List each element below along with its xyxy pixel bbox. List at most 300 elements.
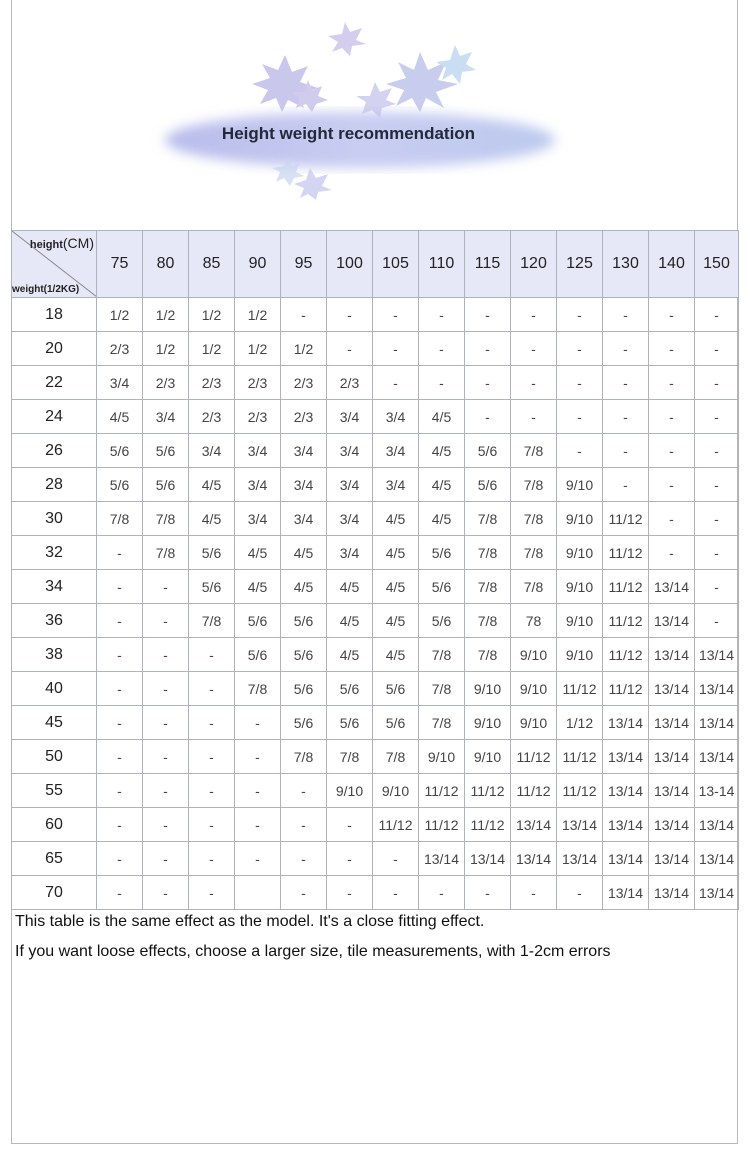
- size-cell: 11/12: [603, 638, 649, 672]
- size-cell: -: [649, 536, 695, 570]
- size-cell: 7/8: [281, 740, 327, 774]
- size-cell: 1/2: [189, 332, 235, 366]
- size-cell: 5/6: [419, 604, 465, 638]
- size-cell: 9/10: [419, 740, 465, 774]
- size-cell: 2/3: [281, 366, 327, 400]
- size-cell: -: [603, 400, 649, 434]
- size-cell: 9/10: [557, 468, 603, 502]
- size-cell: 11/12: [419, 808, 465, 842]
- size-cell: 5/6: [419, 536, 465, 570]
- size-cell: -: [143, 842, 189, 876]
- size-cell: 13/14: [695, 808, 739, 842]
- size-cell: 4/5: [327, 638, 373, 672]
- size-cell: 7/8: [511, 502, 557, 536]
- table-row: [12, 400, 739, 434]
- size-cell: -: [281, 842, 327, 876]
- weight-cell: 18: [12, 298, 97, 332]
- size-cell: 13/14: [649, 570, 695, 604]
- height-header-80: 80: [143, 231, 189, 298]
- size-cell: 11/12: [557, 672, 603, 706]
- size-cell: 5/6: [281, 638, 327, 672]
- size-cell: -: [143, 808, 189, 842]
- table-row: [12, 706, 739, 740]
- table-row: [12, 366, 739, 400]
- size-cell: -: [373, 842, 419, 876]
- size-cell: 9/10: [511, 672, 557, 706]
- size-cell: 4/5: [419, 434, 465, 468]
- size-cell: 3/4: [373, 400, 419, 434]
- size-cell: -: [465, 876, 511, 910]
- size-cell: [235, 876, 281, 910]
- size-cell: 3/4: [235, 468, 281, 502]
- table-row: [12, 536, 739, 570]
- size-cell: -: [649, 400, 695, 434]
- size-cell: -: [649, 468, 695, 502]
- size-cell: -: [557, 876, 603, 910]
- size-cell: -: [695, 298, 739, 332]
- size-cell: -: [695, 366, 739, 400]
- height-header-85: 85: [189, 231, 235, 298]
- height-header-95: 95: [281, 231, 327, 298]
- size-cell: -: [511, 400, 557, 434]
- height-header-105: 105: [373, 231, 419, 298]
- size-cell: 13/14: [695, 706, 739, 740]
- size-cell: 13/14: [603, 808, 649, 842]
- table-row: [12, 468, 739, 502]
- size-cell: 4/5: [373, 502, 419, 536]
- size-cell: -: [97, 774, 143, 808]
- size-cell: -: [143, 706, 189, 740]
- size-cell: 11/12: [373, 808, 419, 842]
- size-cell: -: [649, 298, 695, 332]
- size-cell: 11/12: [511, 740, 557, 774]
- size-cell: -: [557, 366, 603, 400]
- size-cell: -: [189, 638, 235, 672]
- table-row: [12, 604, 739, 638]
- size-cell: 11/12: [557, 740, 603, 774]
- size-cell: 3/4: [281, 468, 327, 502]
- size-cell: 11/12: [465, 808, 511, 842]
- size-cell: 1/12: [557, 706, 603, 740]
- size-cell: 13/14: [465, 842, 511, 876]
- size-cell: 7/8: [419, 672, 465, 706]
- size-cell: 11/12: [603, 502, 649, 536]
- size-cell: 5/6: [281, 604, 327, 638]
- size-cell: 13/14: [695, 842, 739, 876]
- size-cell: -: [189, 876, 235, 910]
- size-cell: 9/10: [327, 774, 373, 808]
- size-cell: -: [97, 808, 143, 842]
- size-cell: 13/14: [419, 842, 465, 876]
- size-cell: -: [189, 740, 235, 774]
- size-cell: -: [235, 774, 281, 808]
- size-cell: -: [511, 298, 557, 332]
- height-header-90: 90: [235, 231, 281, 298]
- size-cell: 3/4: [373, 434, 419, 468]
- size-cell: 13/14: [649, 808, 695, 842]
- size-cell: 9/10: [465, 672, 511, 706]
- size-cell: 13/14: [603, 706, 649, 740]
- size-cell: 7/8: [373, 740, 419, 774]
- size-cell: 5/6: [189, 570, 235, 604]
- size-cell: 7/8: [143, 502, 189, 536]
- size-cell: 7/8: [419, 706, 465, 740]
- corner-cell: [12, 231, 97, 298]
- size-cell: -: [97, 842, 143, 876]
- size-cell: -: [97, 570, 143, 604]
- size-cell: -: [649, 434, 695, 468]
- size-cell: -: [235, 706, 281, 740]
- size-cell: 9/10: [557, 502, 603, 536]
- size-cell: 7/8: [511, 570, 557, 604]
- size-cell: 1/2: [189, 298, 235, 332]
- height-header-130: 130: [603, 231, 649, 298]
- size-cell: 4/5: [281, 570, 327, 604]
- size-cell: -: [695, 536, 739, 570]
- table-row: [12, 876, 739, 910]
- size-cell: 7/8: [419, 638, 465, 672]
- size-cell: -: [143, 740, 189, 774]
- size-cell: 11/12: [603, 672, 649, 706]
- size-cell: 13/14: [603, 842, 649, 876]
- weight-cell: 38: [12, 638, 97, 672]
- size-cell: 13/14: [649, 706, 695, 740]
- size-cell: -: [557, 400, 603, 434]
- size-cell: -: [281, 774, 327, 808]
- size-cell: -: [235, 842, 281, 876]
- table-row: [12, 842, 739, 876]
- size-cell: -: [695, 468, 739, 502]
- weight-cell: 28: [12, 468, 97, 502]
- size-cell: 7/8: [143, 536, 189, 570]
- weight-cell: 32: [12, 536, 97, 570]
- size-cell: 3/4: [327, 400, 373, 434]
- size-cell: 3/4: [281, 502, 327, 536]
- size-cell: 4/5: [189, 468, 235, 502]
- weight-cell: 26: [12, 434, 97, 468]
- size-cell: 7/8: [235, 672, 281, 706]
- size-cell: 13/14: [695, 672, 739, 706]
- table-row: [12, 570, 739, 604]
- size-cell: 5/6: [189, 536, 235, 570]
- size-cell: -: [373, 366, 419, 400]
- size-cell: -: [327, 842, 373, 876]
- size-cell: 5/6: [327, 672, 373, 706]
- size-cell: 13/14: [695, 876, 739, 910]
- size-cell: -: [97, 536, 143, 570]
- height-header-100: 100: [327, 231, 373, 298]
- height-header-115: 115: [465, 231, 511, 298]
- size-cell: 4/5: [189, 502, 235, 536]
- size-cell: -: [649, 502, 695, 536]
- size-cell: 4/5: [235, 570, 281, 604]
- size-cell: 3/4: [373, 468, 419, 502]
- size-cell: -: [603, 468, 649, 502]
- weight-cell: 24: [12, 400, 97, 434]
- size-cell: -: [465, 298, 511, 332]
- size-cell: 13/14: [649, 740, 695, 774]
- size-cell: -: [327, 876, 373, 910]
- size-cell: -: [695, 570, 739, 604]
- size-cell: 9/10: [557, 638, 603, 672]
- size-cell: -: [373, 332, 419, 366]
- size-cell: 7/8: [511, 536, 557, 570]
- size-cell: -: [143, 604, 189, 638]
- size-cell: 13/14: [695, 638, 739, 672]
- size-cell: -: [511, 332, 557, 366]
- size-cell: 5/6: [235, 638, 281, 672]
- table-row: [12, 774, 739, 808]
- size-cell: 2/3: [327, 366, 373, 400]
- size-cell: -: [97, 638, 143, 672]
- size-cell: 4/5: [327, 604, 373, 638]
- size-cell: 7/8: [465, 536, 511, 570]
- size-cell: 13/14: [603, 774, 649, 808]
- size-cell: -: [695, 332, 739, 366]
- size-cell: -: [603, 366, 649, 400]
- size-cell: 11/12: [557, 774, 603, 808]
- height-header-140: 140: [649, 231, 695, 298]
- size-cell: 7/8: [465, 638, 511, 672]
- size-cell: 13/14: [695, 740, 739, 774]
- size-cell: 7/8: [511, 434, 557, 468]
- header-row: [12, 231, 739, 298]
- size-cell: 1/2: [235, 332, 281, 366]
- table-row: [12, 672, 739, 706]
- size-cell: 4/5: [327, 570, 373, 604]
- size-cell: 13/14: [511, 808, 557, 842]
- size-cell: -: [235, 808, 281, 842]
- size-cell: 1/2: [143, 298, 189, 332]
- weight-cell: 65: [12, 842, 97, 876]
- size-chart-body: [12, 231, 739, 910]
- size-cell: 9/10: [557, 536, 603, 570]
- size-cell: 1/2: [281, 332, 327, 366]
- size-cell: 4/5: [373, 604, 419, 638]
- size-cell: 13/14: [649, 672, 695, 706]
- size-cell: 2/3: [281, 400, 327, 434]
- height-header-120: 120: [511, 231, 557, 298]
- size-cell: -: [511, 876, 557, 910]
- size-cell: 1/2: [235, 298, 281, 332]
- size-cell: 4/5: [97, 400, 143, 434]
- size-cell: -: [465, 332, 511, 366]
- size-cell: -: [327, 298, 373, 332]
- size-cell: 11/12: [511, 774, 557, 808]
- size-cell: -: [511, 366, 557, 400]
- height-axis-label: height(CM): [29, 235, 94, 251]
- size-chart-table: [11, 230, 739, 910]
- size-cell: -: [97, 672, 143, 706]
- size-cell: 13/14: [557, 808, 603, 842]
- size-cell: -: [189, 706, 235, 740]
- size-cell: 3/4: [327, 536, 373, 570]
- height-header-75: 75: [97, 231, 143, 298]
- size-cell: -: [281, 876, 327, 910]
- size-cell: 7/8: [327, 740, 373, 774]
- weight-cell: 50: [12, 740, 97, 774]
- size-cell: 4/5: [373, 570, 419, 604]
- size-cell: 9/10: [557, 604, 603, 638]
- notes: [15, 912, 735, 972]
- size-cell: 7/8: [189, 604, 235, 638]
- size-cell: 4/5: [419, 400, 465, 434]
- size-cell: -: [143, 570, 189, 604]
- size-cell: 5/6: [235, 604, 281, 638]
- size-cell: -: [419, 298, 465, 332]
- size-cell: -: [327, 808, 373, 842]
- size-cell: 4/5: [373, 638, 419, 672]
- size-cell: -: [97, 740, 143, 774]
- size-cell: -: [465, 400, 511, 434]
- size-cell: -: [189, 672, 235, 706]
- weight-axis-label: weight(1/2KG): [12, 284, 80, 295]
- size-cell: 13/14: [557, 842, 603, 876]
- size-cell: 3/4: [235, 434, 281, 468]
- size-cell: 9/10: [465, 706, 511, 740]
- size-cell: 13/14: [603, 876, 649, 910]
- size-cell: 2/3: [235, 366, 281, 400]
- table-row: [12, 740, 739, 774]
- size-cell: -: [327, 332, 373, 366]
- size-cell: 4/5: [419, 468, 465, 502]
- size-cell: -: [97, 604, 143, 638]
- size-cell: -: [373, 876, 419, 910]
- size-cell: -: [649, 366, 695, 400]
- note-fit: This table is the same effect as the model. It's a close fitting effect.: [15, 913, 485, 930]
- size-cell: 5/6: [97, 434, 143, 468]
- weight-cell: 45: [12, 706, 97, 740]
- size-cell: 13/14: [649, 638, 695, 672]
- size-cell: 2/3: [189, 366, 235, 400]
- size-cell: -: [603, 332, 649, 366]
- size-cell: -: [465, 366, 511, 400]
- size-cell: 5/6: [465, 434, 511, 468]
- size-cell: 2/3: [143, 366, 189, 400]
- size-cell: 4/5: [235, 536, 281, 570]
- weight-cell: 40: [12, 672, 97, 706]
- table-row: [12, 298, 739, 332]
- page-title: Height weight recommendation: [221, 124, 476, 143]
- size-cell: 5/6: [281, 672, 327, 706]
- size-cell: 2/3: [189, 400, 235, 434]
- size-cell: 5/6: [143, 434, 189, 468]
- note-loose: If you want loose effects, choose a larger size, tile measurements, with 1-2cm errors: [15, 943, 611, 960]
- table-row: [12, 332, 739, 366]
- size-cell: 11/12: [603, 570, 649, 604]
- size-cell: 1/2: [143, 332, 189, 366]
- size-cell: -: [281, 808, 327, 842]
- size-cell: -: [235, 740, 281, 774]
- size-cell: 5/6: [373, 672, 419, 706]
- weight-cell: 55: [12, 774, 97, 808]
- size-cell: 13/14: [649, 876, 695, 910]
- size-cell: -: [695, 434, 739, 468]
- size-cell: 9/10: [373, 774, 419, 808]
- size-cell: -: [603, 298, 649, 332]
- size-cell: 7/8: [97, 502, 143, 536]
- size-cell: 9/10: [557, 570, 603, 604]
- size-cell: 9/10: [465, 740, 511, 774]
- size-cell: -: [189, 842, 235, 876]
- weight-cell: 22: [12, 366, 97, 400]
- size-cell: -: [97, 706, 143, 740]
- weight-cell: 36: [12, 604, 97, 638]
- size-cell: 13/14: [649, 842, 695, 876]
- size-cell: 11/12: [419, 774, 465, 808]
- size-cell: -: [695, 502, 739, 536]
- size-cell: -: [649, 332, 695, 366]
- weight-cell: 34: [12, 570, 97, 604]
- size-cell: 1/2: [97, 298, 143, 332]
- weight-cell: 20: [12, 332, 97, 366]
- size-cell: 78: [511, 604, 557, 638]
- banner: [0, 0, 750, 230]
- size-cell: 4/5: [281, 536, 327, 570]
- size-cell: -: [143, 672, 189, 706]
- size-cell: 5/6: [419, 570, 465, 604]
- size-cell: -: [557, 298, 603, 332]
- size-cell: 4/5: [373, 536, 419, 570]
- size-cell: -: [695, 400, 739, 434]
- size-cell: -: [695, 604, 739, 638]
- size-cell: -: [143, 638, 189, 672]
- size-cell: 5/6: [281, 706, 327, 740]
- size-cell: -: [557, 332, 603, 366]
- size-cell: 13/14: [603, 740, 649, 774]
- size-cell: 7/8: [465, 604, 511, 638]
- size-cell: 7/8: [511, 468, 557, 502]
- size-cell: 7/8: [465, 502, 511, 536]
- size-cell: 3/4: [327, 502, 373, 536]
- size-cell: 3/4: [281, 434, 327, 468]
- size-cell: 9/10: [511, 706, 557, 740]
- height-header-125: 125: [557, 231, 603, 298]
- table-row: [12, 808, 739, 842]
- maple-leaves-decoration: [0, 0, 750, 230]
- size-cell: 13/14: [511, 842, 557, 876]
- size-cell: 13-14: [695, 774, 739, 808]
- size-cell: -: [281, 298, 327, 332]
- size-cell: 3/4: [327, 468, 373, 502]
- size-cell: -: [419, 876, 465, 910]
- table-row: [12, 502, 739, 536]
- size-cell: 5/6: [373, 706, 419, 740]
- size-cell: -: [419, 366, 465, 400]
- size-cell: 11/12: [603, 536, 649, 570]
- size-cell: 2/3: [235, 400, 281, 434]
- size-cell: 3/4: [235, 502, 281, 536]
- size-cell: 3/4: [143, 400, 189, 434]
- size-cell: 7/8: [465, 570, 511, 604]
- size-cell: 5/6: [327, 706, 373, 740]
- size-cell: -: [97, 876, 143, 910]
- size-cell: 5/6: [465, 468, 511, 502]
- size-cell: -: [373, 298, 419, 332]
- size-cell: 4/5: [419, 502, 465, 536]
- size-cell: -: [603, 434, 649, 468]
- height-header-150: 150: [695, 231, 739, 298]
- size-cell: 5/6: [97, 468, 143, 502]
- size-cell: 3/4: [97, 366, 143, 400]
- weight-cell: 60: [12, 808, 97, 842]
- size-cell: 3/4: [189, 434, 235, 468]
- size-cell: -: [189, 774, 235, 808]
- size-cell: 11/12: [465, 774, 511, 808]
- size-cell: 3/4: [327, 434, 373, 468]
- size-cell: -: [557, 434, 603, 468]
- size-cell: 9/10: [511, 638, 557, 672]
